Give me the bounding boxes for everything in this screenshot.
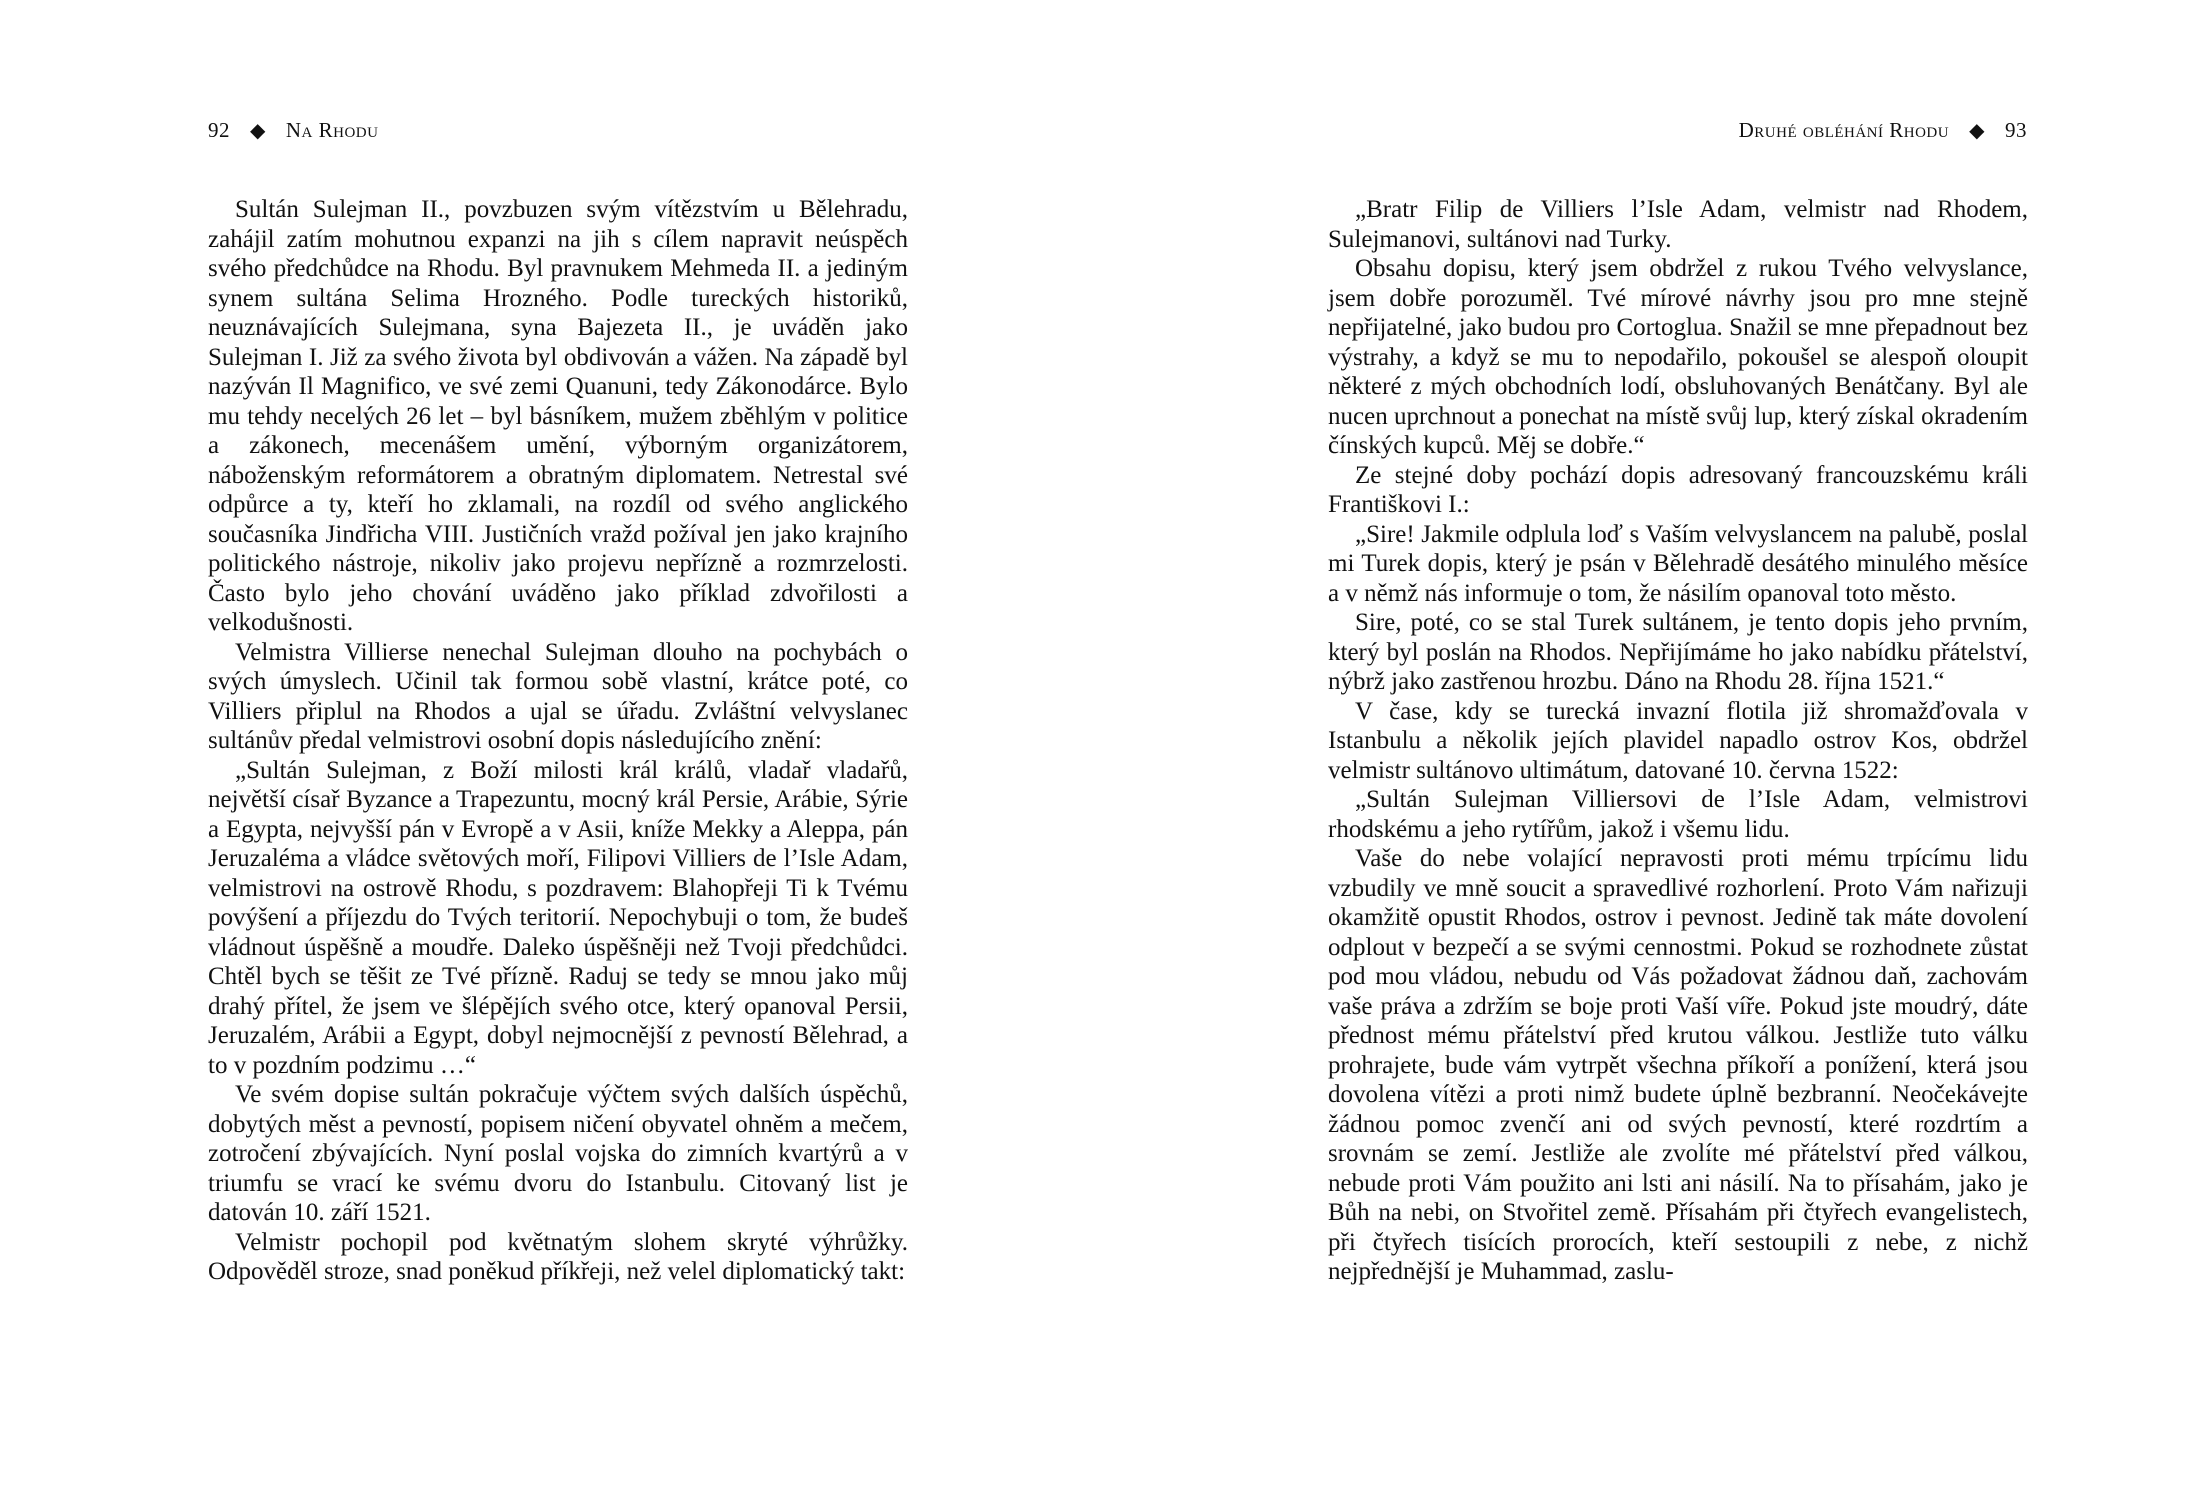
left-paragraph: Sultán Sulejman II., povzbuzen svým vítězstvím u Bělehradu, zahájil zatím mohutnou expanzi na jih s cílem napravit neúspěch svého předchůdce na Rhodu. Byl pravnukem Mehmeda II. a jediným synem sultána Selima Hrozného. Podle tureckých historiků, neuznávajících Sulejmana, syna Bajezeta II., je uváděn jako Sulejman I. Již za svého života byl obdivován a vážen. Na západě byl nazýván Il Magnifico, ve své zemi Quanuni, tedy Zákonodárce. Bylo mu tehdy necelých 26 let – byl básníkem, mužem zběhlým v politice a zákonech, mecenášem umění, výborným organizátorem, náboženským reformátorem a obratným diplomatem. Netrestal své odpůrce a ty, kteří ho zklamali, na rozdíl od svého anglického současníka Jindřicha VIII. Justičních vražd požíval jen jako krajního politického nástroje, nikoliv jako projevu nepřízně a rozmrzelosti. Často bylo jeho chování uváděno jako příklad zdvořilosti a velkodušnosti. [208, 196, 908, 636]
right-page [1105, 0, 2210, 1500]
right-paragraph: Sire, poté, co se stal Turek sultánem, je tento dopis jeho prvním, který byl poslán na Rhodos. Nepřijímáme ho jako nabídku přátelství, nýbrž jako zastřenou hrozbu. Dáno na Rhodu 28. října 1521.“ [1328, 609, 2028, 695]
diamond-icon: ◆ [250, 120, 266, 142]
left-paragraph: Velmistra Villierse nenechal Sulejman dlouho na pochybách o svých úmyslech. Učinil tak formou sobě vlastní, krátce poté, co Villiers připlul na Rhodos a ujal se úřadu. Zvláštní velvyslanec sultánův předal velmistrovi osobní dopis následujícího znění: [208, 638, 908, 754]
right-page-number: 93 [2005, 118, 2027, 142]
right-running-title: Druhé obléhání Rhodu [1738, 118, 1950, 142]
right-paragraph: „Sire! Jakmile odplula loď s Vaším velvyslancem na palubě, poslal mi Turek dopis, který je psán v Bělehradě desátého minulého měsíce a v němž nás informuje o tom, že násilím opanoval toto město. [1328, 520, 2028, 607]
right-paragraph: Vaše do nebe volající nepravosti proti mému trpícímu lidu vzbudily ve mně soucit a spravedlivé rozhorlení. Proto Vám nařizuji okamžitě opustit Rhodos, ostrov i pevnost. Jedině tak máte dovolení odplout v bezpečí a se svými cennostmi. Pokud se rozhodnete zůstat pod mou vládou, nebudu od Vás požadovat žádnou daň, zachovám vaše práva a zdržím se boje proti Vaší víře. Pokud jste moudrý, dáte přednost mému přátelství před krutou válkou. Jestliže tuto válku prohrajete, bude vám vytrpět všechna příkoří a ponížení, která jsou dovolena vítězi a proti nimž budete úplně bezbranní. Neočekávejte žádnou pomoc zvenčí ani od svých pevností, které rozdrtím a srovnám se zemí. Jestliže ale zvolíte mé přátelství před válkou, nebude proti Vám použito ani lsti ani násilí. Na to přísahám, jako je Bůh na nebi, on Stvořitel země. Přísahám při čtyřech evangelistech, při čtyřech tisících prorocích, kteří sestoupili z nebe, z nichž nejpřednější je Muhammad, zaslu- [1328, 845, 2028, 1285]
right-paragraph: „Bratr Filip de Villiers l’Isle Adam, velmistr nad Rhodem, Sulejmanovi, sultánovi nad Turky. [1328, 196, 2028, 253]
left-body-text [208, 195, 908, 1287]
right-running-header [1739, 118, 2027, 143]
left-running-title: Na Rhodu [285, 118, 379, 142]
left-page-number: 92 [208, 118, 230, 142]
right-paragraph: „Sultán Sulejman Villiersovi de l’Isle Adam, velmistrovi rhodskému a jeho rytířům, jakož i všemu lidu. [1328, 786, 2028, 843]
right-paragraph: Obsahu dopisu, který jsem obdržel z rukou Tvého velvyslance, jsem dobře porozuměl. Tvé mírové návrhy jsou pro mne stejně nepřijatelné, jako budou pro Cortoglua. Snažil se mne přepadnout bez výstrahy, a když se mu to nepodařilo, pokoušel se alespoň oloupit některé z mých obchodních lodí, obsluhovaných Benátčany. Byl ale nucen uprchnout a ponechat na místě svůj lup, který získal okradením čínských kupců. Měj se dobře.“ [1328, 255, 2028, 459]
left-paragraph: „Sultán Sulejman, z Boží milosti král králů, vladař vladařů, největší císař Byzance a Trapezuntu, mocný král Persie, Arábie, Sýrie a Egypta, nejvyšší pán v Evropě a v Asii, kníže Mekky a Aleppa, pán Jeruzaléma a vládce světových moří, Filipovi Villiers de l’Isle Adam, velmistrovi na ostrově Rhodu, s pozdravem: Blahopřeji Ti k Tvému povýšení a příjezdu do Tvých teritorií. Nepochybuji o tom, že budeš vládnout úspěšně a moudře. Daleko úspěšněji než Tvoji předchůdci. Chtěl bych se těšit ze Tvé přízně. Raduj se tedy se mnou jako můj drahý přítel, že jsem ve šlépějích svého otce, který opanoval Persii, Jeruzalém, Arábii a Egypt, dobyl nejmocnější z pevností Bělehrad, a to v pozdním podzimu …“ [208, 756, 908, 1079]
left-running-header [208, 118, 378, 143]
right-paragraph: Ze stejné doby pochází dopis adresovaný francouzskému králi Františkovi I.: [1328, 461, 2028, 518]
right-body-text [1328, 195, 2028, 1287]
diamond-icon: ◆ [1969, 120, 1985, 142]
left-paragraph: Velmistr pochopil pod květnatým slohem skryté výhrůžky. Odpověděl stroze, snad poněkud příkřeji, než velel diplomatický takt: [208, 1228, 908, 1285]
left-paragraph: Ve svém dopise sultán pokračuje výčtem svých dalších úspěchů, dobytých měst a pevností, popisem ničení obyvatel ohněm a mečem, zotročení zbývajících. Nyní poslal vojska do zimních kvartýrů a v triumfu se vrací ke svému dvoru do Istanbulu. Citovaný list je datován 10. září 1521. [208, 1081, 908, 1226]
right-paragraph: V čase, kdy se turecká invazní flotila již shromažďovala v Istanbulu a několik jejích plavidel napadlo ostrov Kos, obdržel velmistr sultánovo ultimátum, datované 10. června 1522: [1328, 697, 2028, 784]
